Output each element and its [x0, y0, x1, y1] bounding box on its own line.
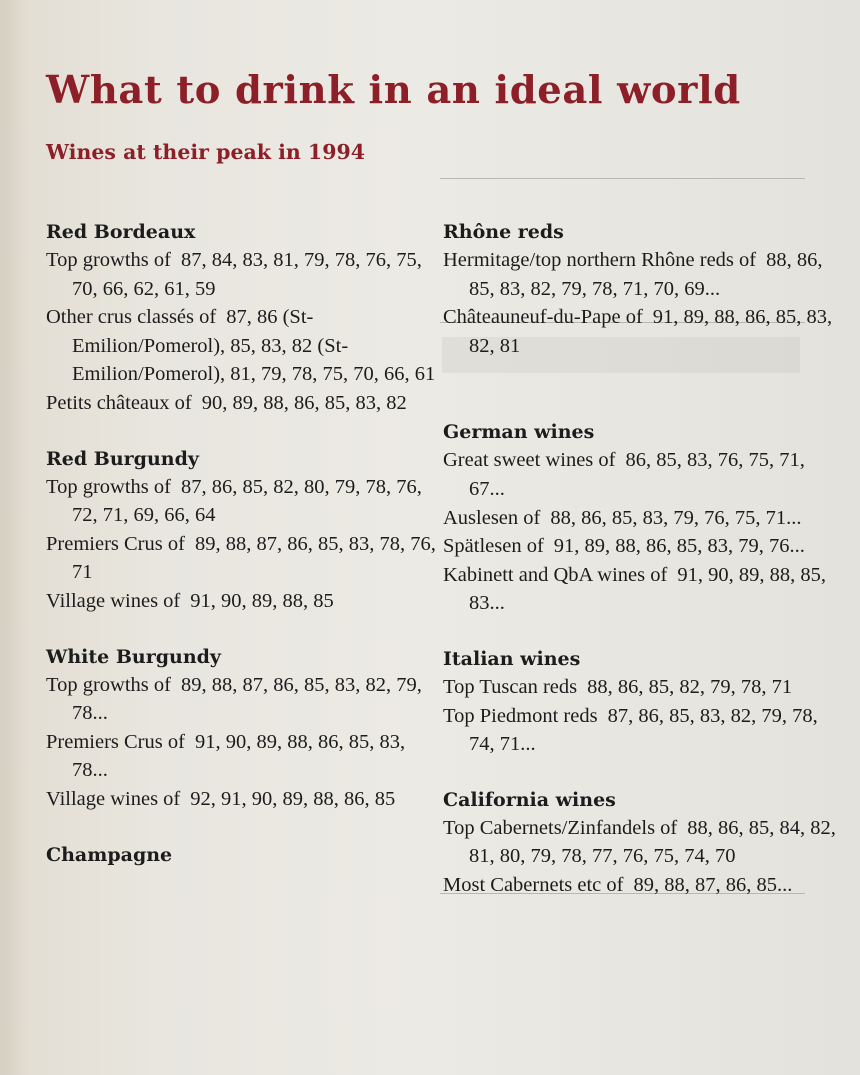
section-heading: California wines — [443, 788, 616, 811]
list-item: Châteauneuf-du-Pape of 91, 89, 88, 86, 85, 83, 82, 81 — [443, 306, 833, 357]
left-column — [46, 218, 436, 869]
section-german-wines — [443, 418, 843, 618]
list-item: Top growths of 89, 88, 87, 86, 85, 83, 82, 79, 78... — [46, 673, 422, 725]
list-item: Kabinett and QbA wines of 91, 90, 89, 88, 85, 83... — [443, 563, 826, 615]
section-california-wines — [443, 786, 843, 900]
section-gap — [443, 759, 843, 786]
section-heading: Red Bordeaux — [46, 221, 196, 243]
list-item: Premiers Crus of 89, 88, 87, 86, 85, 83, 78, 76, 71 — [46, 532, 436, 584]
section-heading: Italian wines — [443, 647, 581, 670]
section-gap — [443, 360, 843, 418]
section-white-burgundy — [46, 643, 436, 814]
section-heading: White Burgundy — [46, 645, 221, 668]
section-rhone-reds — [443, 218, 843, 360]
list-item: Premiers Crus of 91, 90, 89, 88, 86, 85, 83, 78... — [46, 730, 406, 782]
list-item: Top growths of 87, 84, 83, 81, 79, 78, 76, 75, 70, 66, 62, 61, 59 — [46, 249, 422, 300]
list-item: Spätlesen of 91, 89, 88, 86, 85, 83, 79, 76... — [443, 535, 805, 558]
list-item: Other crus classés of 87, 86 (St-Emilion/Pomerol), 85, 83, 82 (St-Emilion/Pomerol), 81, 79, 78, 75, 70, 66, 61 — [46, 306, 436, 386]
section-gap — [443, 618, 843, 645]
right-column — [443, 218, 843, 900]
list-item: Village wines of 91, 90, 89, 88, 85 — [46, 589, 334, 612]
list-item: Hermitage/top northern Rhône reds of 88, 86, 85, 83, 82, 79, 78, 71, 70, 69... — [443, 249, 823, 300]
page-subtitle: Wines at their peak in 1994 — [46, 140, 365, 164]
section-heading: Rhône reds — [443, 221, 564, 243]
list-item: Most Cabernets etc of 89, 88, 87, 86, 85... — [443, 873, 793, 896]
section-italian-wines — [443, 645, 843, 759]
section-gap — [46, 418, 436, 445]
list-item: Top Tuscan reds 88, 86, 85, 82, 79, 78, 71 — [443, 675, 793, 698]
section-heading: German wines — [443, 421, 595, 444]
list-item: Petits châteaux of 90, 89, 88, 86, 85, 83, 82 — [46, 391, 407, 414]
list-item: Auslesen of 88, 86, 85, 83, 79, 76, 75, 71... — [443, 506, 802, 529]
section-champagne — [46, 841, 436, 869]
section-gap — [46, 616, 436, 643]
section-heading: Red Burgundy — [46, 447, 199, 470]
section-gap — [46, 814, 436, 841]
list-item: Top Piedmont reds 87, 86, 85, 83, 82, 79, 78, 74, 71... — [443, 704, 818, 756]
list-item: Great sweet wines of 86, 85, 83, 76, 75, 71, 67... — [443, 449, 805, 500]
show-through-rule — [440, 178, 805, 179]
section-heading: Champagne — [46, 843, 173, 866]
list-item: Village wines of 92, 91, 90, 89, 88, 86, 85 — [46, 787, 396, 810]
section-red-burgundy — [46, 445, 436, 616]
section-red-bordeaux — [46, 218, 436, 418]
page-gutter-shadow — [0, 0, 30, 1075]
list-item: Top Cabernets/Zinfandels of 88, 86, 85, 84, 82, 81, 80, 79, 78, 77, 76, 75, 74, 70 — [443, 816, 836, 868]
page-title: What to drink in an ideal world — [46, 68, 741, 113]
list-item: Top growths of 87, 86, 85, 82, 80, 79, 78, 76, 72, 71, 69, 66, 64 — [46, 475, 422, 527]
